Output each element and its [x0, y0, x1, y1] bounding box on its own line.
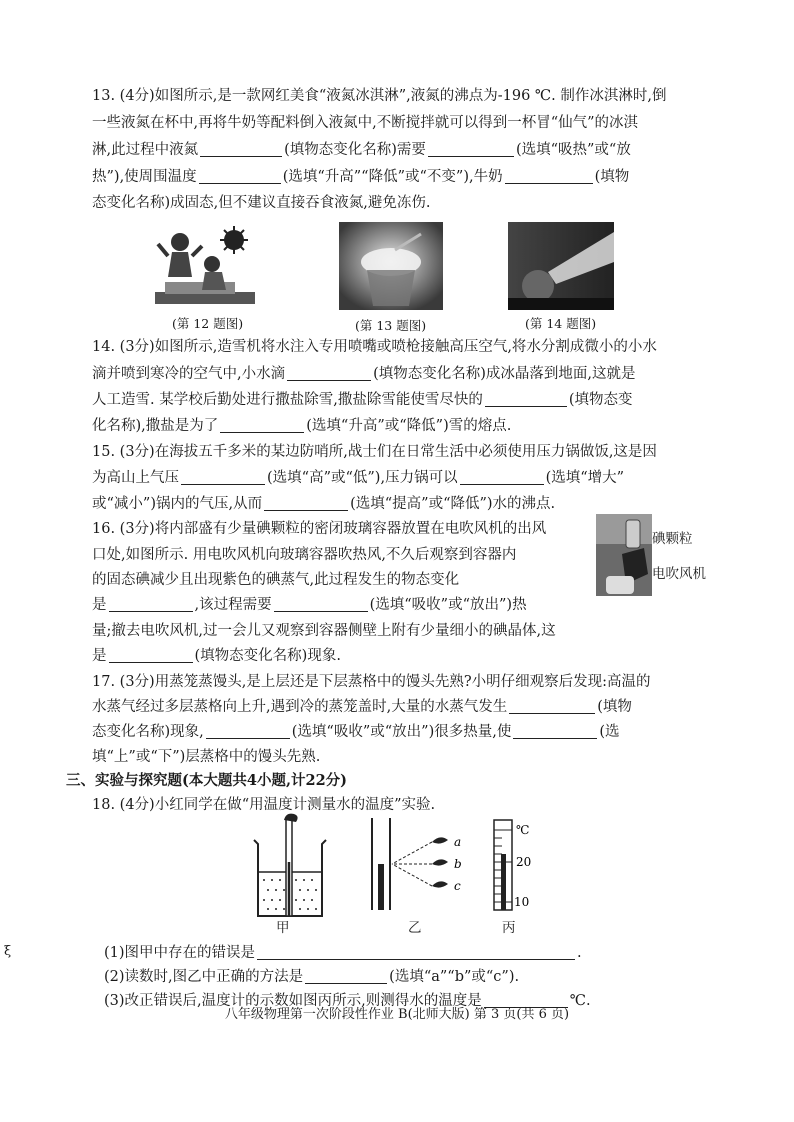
- q18-sub-1: (1)图甲中存在的错误是 .: [104, 945, 582, 961]
- q16-line-1: 16. (3分)将内部盛有少量碘颗粒的密闭玻璃容器放置在电吹风机的出风: [92, 521, 547, 537]
- q18-figure-yi-reading: [362, 814, 468, 914]
- fig-label-jia: 甲: [276, 920, 290, 936]
- eye-label-b: b: [454, 857, 462, 871]
- margin-mark: ξ: [4, 944, 12, 959]
- text: (填物态变化名称)需要: [284, 142, 426, 158]
- q15-line-3: [92, 494, 555, 514]
- answer-blank[interactable]: [460, 469, 544, 485]
- q17-line-1: 17. (3分)用蒸笼蒸馒头,是上层还是下层蒸格中的馒头先熟?小明仔细观察后发现:高温的: [92, 674, 651, 690]
- text: (选填“吸热”或“放: [515, 142, 631, 158]
- q13-line-3: [92, 140, 631, 160]
- q18-line-1: 18. (4分)小红同学在做“用温度计测量水的温度”实验.: [92, 797, 436, 813]
- q18-sub-2: [104, 967, 519, 987]
- text: (3)改正错误后,温度计的示数如图丙所示,则测得水的温度是: [104, 993, 482, 1009]
- text: (填物态变化名称)现象.: [194, 648, 341, 664]
- text: (选填“增大”: [545, 470, 625, 486]
- scale-tick-10: 10: [514, 895, 530, 909]
- eye-label-a: a: [454, 835, 462, 849]
- q13-line-1: 13. (4分)如图所示,是一款网红美食“液氮冰淇淋”,液氮的沸点为-196 ℃. 制作冰淇淋时,倒: [92, 88, 667, 104]
- answer-blank[interactable]: [274, 596, 368, 612]
- text: (填物: [597, 699, 632, 715]
- text: 态变化名称)现象,: [92, 724, 204, 740]
- text: 是: [92, 597, 107, 613]
- answer-blank[interactable]: [509, 698, 595, 714]
- q13-line-2: 一些液氮在杯中,再将牛奶等配料倒入液氮中,不断搅拌就可以得到一杯冒“仙气”的冰淇: [92, 115, 639, 131]
- text: (2)读数时,图乙中正确的方法是: [104, 969, 304, 985]
- text: (1)图甲中存在的错误是: [104, 945, 256, 961]
- caption-q12: (第 12 题图): [172, 316, 244, 331]
- answer-blank[interactable]: [257, 944, 575, 960]
- q13-liquid-nitrogen-icecream-photo: [339, 222, 443, 310]
- text: (选填“吸收”或“放出”)热: [369, 597, 527, 613]
- answer-blank[interactable]: [199, 168, 281, 184]
- text: (选: [599, 724, 620, 740]
- answer-blank[interactable]: [287, 365, 371, 381]
- text: ,该过程需要: [194, 597, 272, 613]
- answer-blank[interactable]: [485, 391, 567, 407]
- text: 滴并喷到寒冷的空气中,小水滴: [92, 366, 286, 382]
- answer-blank[interactable]: [220, 417, 304, 433]
- answer-blank[interactable]: [513, 723, 597, 739]
- q17-line-3: [92, 722, 620, 742]
- scale-unit: ℃: [516, 823, 530, 837]
- text: ℃.: [569, 993, 591, 1009]
- q16-line-3: 的固态碘减少且出现紫色的碘蒸气,此过程发生的物态变化: [92, 572, 460, 588]
- eye-label-c: c: [454, 879, 461, 893]
- q18-figure-jia-beaker: [250, 812, 330, 922]
- page-footer: 八年级物理第一次阶段性作业 B(北师大版) 第 3 页(共 6 页): [224, 1007, 570, 1022]
- scale-tick-20: 20: [516, 855, 532, 869]
- q14-line-4: [92, 416, 511, 436]
- answer-blank[interactable]: [505, 168, 593, 184]
- q16-hair-dryer-photo: [596, 514, 652, 596]
- q15-line-1: 15. (3分)在海拔五千多米的某边防哨所,战士们在日常生活中必须使用压力锅做饭,这是因: [92, 444, 657, 460]
- text: (选填“高”或“低”),压力锅可以: [267, 470, 458, 486]
- text: 或“减小”)锅内的气压,从而: [92, 496, 263, 512]
- caption-q13: (第 13 题图): [355, 318, 427, 333]
- text: (选填“提高”或“降低”)水的沸点.: [350, 496, 556, 512]
- q16-line-5: 量;撤去电吹风机,过一会儿又观察到容器侧壁上附有少量细小的碘晶体,这: [92, 623, 556, 639]
- answer-blank[interactable]: [428, 141, 514, 157]
- q16-line-4: [92, 595, 527, 615]
- q14-line-3: [92, 390, 633, 410]
- eye-b-icon: [392, 859, 448, 865]
- text: (填物态变化名称)成冰晶落到地面,这就是: [373, 366, 636, 382]
- q17-line-2: [92, 697, 632, 717]
- text: (选填“吸收”或“放出”)很多热量,使: [291, 724, 512, 740]
- q13-line-5: 态变化名称)成固态,但不建议直接吞食液氮,避免冻伤.: [92, 195, 431, 211]
- q14-line-1: 14. (3分)如图所示,造雪机将水注入专用喷嘴或喷枪接触高压空气,将水分割成微小的小水: [92, 339, 657, 355]
- q18-figure-bing-scale: [488, 816, 548, 912]
- q14-snow-machine-photo: [508, 222, 614, 310]
- text: (填物态变: [568, 392, 633, 408]
- label-hair-dryer: 电吹风机: [652, 566, 706, 582]
- text: 热”),使周围温度: [92, 169, 197, 185]
- text: (填物: [594, 169, 630, 185]
- text: 淋,此过程中液氮: [92, 142, 199, 158]
- answer-blank[interactable]: [109, 647, 193, 663]
- answer-blank[interactable]: [181, 469, 265, 485]
- answer-blank[interactable]: [109, 596, 193, 612]
- text: 是: [92, 648, 107, 664]
- answer-blank[interactable]: [264, 495, 348, 511]
- q14-line-2: [92, 364, 636, 384]
- text: (选填“a”“b”或“c”).: [389, 969, 520, 985]
- q12-cartoon-figure: [150, 222, 260, 312]
- q13-line-4: [92, 167, 629, 187]
- fig-label-yi: 乙: [408, 920, 422, 936]
- q16-line-2: 口处,如图所示. 用电吹风机向玻璃容器吹热风,不久后观察到容器内: [92, 547, 517, 563]
- answer-blank[interactable]: [200, 141, 282, 157]
- text: 水蒸气经过多层蒸格向上升,遇到冷的蒸笼盖时,大量的水蒸气发生: [92, 699, 508, 715]
- label-iodine-particles: 碘颗粒: [652, 531, 693, 547]
- q15-line-2: [92, 468, 624, 488]
- text: 化名称),撒盐是为了: [92, 418, 219, 434]
- text: (选填“升高”“降低”或“不变”),牛奶: [282, 169, 503, 185]
- caption-q14: (第 14 题图): [525, 316, 597, 331]
- section-3-heading: 三、实验与探究题(本大题共4小题,计22分): [66, 772, 348, 789]
- fig-label-bing: 丙: [502, 920, 516, 936]
- q17-line-4: 填“上”或“下”)层蒸格中的馒头先熟.: [92, 749, 321, 765]
- eye-c-icon: [392, 864, 448, 888]
- text: 人工造雪. 某学校后勤处进行撒盐除雪,撒盐除雪能使雪尽快的: [92, 392, 483, 408]
- answer-blank[interactable]: [305, 968, 387, 984]
- q16-line-6: [92, 646, 341, 666]
- text: (选填“升高”或“降低”)雪的熔点.: [306, 418, 512, 434]
- text: 为高山上气压: [92, 470, 179, 486]
- answer-blank[interactable]: [206, 723, 290, 739]
